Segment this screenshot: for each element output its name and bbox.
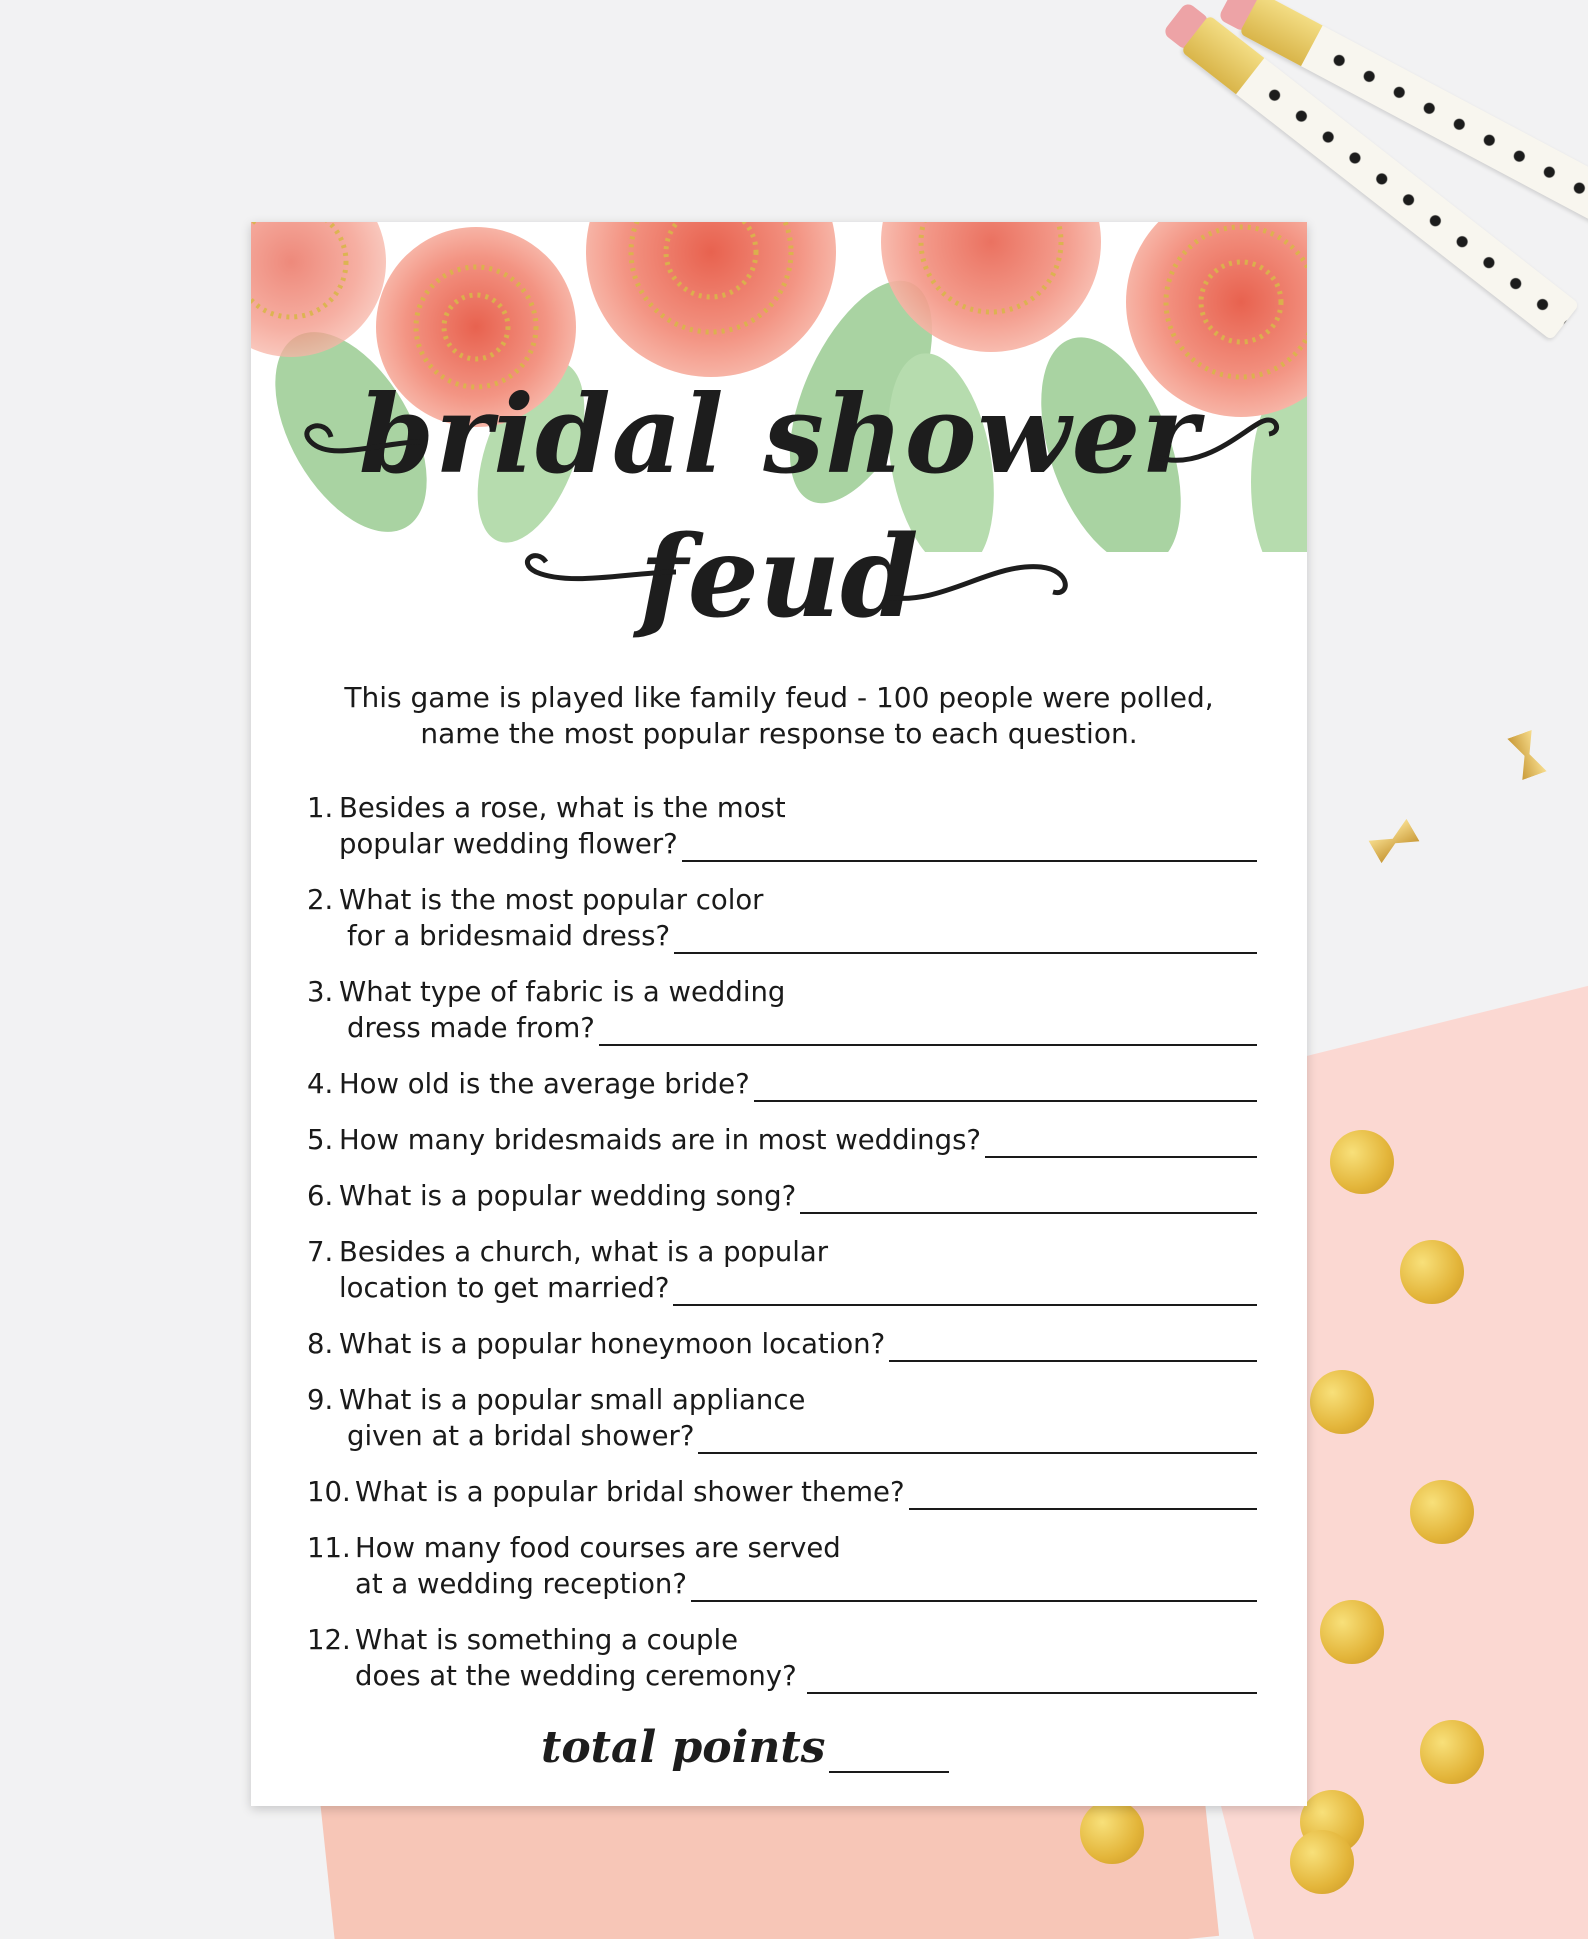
question-2 [307, 882, 1257, 954]
question-11 [307, 1530, 1257, 1602]
question-text: How old is the average bride? [339, 1068, 750, 1100]
question-number: 4. [307, 1068, 334, 1100]
answer-blank[interactable] [985, 1132, 1257, 1158]
gold-dot [1330, 1130, 1394, 1194]
answer-blank[interactable] [691, 1576, 1257, 1602]
answer-blank[interactable] [673, 1280, 1257, 1306]
instructions-line-1: This game is played like family feud - 100 people were polled, [344, 681, 1214, 714]
total-points [541, 1722, 949, 1773]
answer-blank[interactable] [889, 1336, 1257, 1362]
question-number: 12. [307, 1624, 351, 1656]
right-swash [1151, 402, 1291, 492]
question-number: 3. [307, 976, 334, 1008]
question-text: given at a bridal shower? [347, 1420, 695, 1452]
total-points-blank[interactable] [829, 1743, 949, 1773]
question-9 [307, 1382, 1257, 1454]
pushpin-icon [1507, 730, 1546, 780]
question-number: 5. [307, 1124, 334, 1156]
title-line-1: bridal shower [358, 372, 1200, 498]
question-number: 9. [307, 1384, 334, 1416]
question-text: What is a popular bridal shower theme? [355, 1476, 905, 1508]
question-number: 2. [307, 884, 334, 916]
question-text: What type of fabric is a wedding [339, 976, 786, 1008]
question-text: What is something a couple [355, 1624, 739, 1656]
gold-dot [1410, 1480, 1474, 1544]
question-text: What is the most popular color [339, 884, 764, 916]
question-text: What is a popular honeymoon location? [339, 1328, 886, 1360]
answer-blank[interactable] [698, 1428, 1257, 1454]
question-6 [307, 1178, 1257, 1214]
question-text: dress made from? [347, 1012, 595, 1044]
left-swash [511, 537, 681, 597]
gold-dot [1400, 1240, 1464, 1304]
question-12 [307, 1622, 1257, 1694]
question-text: does at the wedding ceremony? [355, 1660, 797, 1692]
question-3 [307, 974, 1257, 1046]
question-text: Besides a rose, what is the most [339, 792, 786, 824]
pushpin-icon [1368, 819, 1419, 864]
instructions-line-2: name the most popular response to each question. [420, 717, 1138, 750]
question-text: popular wedding flower? [339, 828, 678, 860]
question-1 [307, 790, 1257, 862]
question-5 [307, 1122, 1257, 1158]
answer-blank[interactable] [682, 836, 1257, 862]
question-4 [307, 1066, 1257, 1102]
gold-dot [1420, 1720, 1484, 1784]
question-text: for a bridesmaid dress? [347, 920, 671, 952]
question-number: 8. [307, 1328, 334, 1360]
answer-blank[interactable] [754, 1076, 1257, 1102]
question-text: location to get married? [339, 1272, 670, 1304]
gold-dot [1310, 1370, 1374, 1434]
question-number: 6. [307, 1180, 334, 1212]
gold-dot [1080, 1800, 1144, 1864]
question-text: Besides a church, what is a popular [339, 1236, 829, 1268]
left-swash [291, 402, 431, 482]
answer-blank[interactable] [909, 1484, 1257, 1510]
answer-blank[interactable] [800, 1188, 1257, 1214]
question-10 [307, 1474, 1257, 1510]
question-number: 1. [307, 792, 334, 824]
question-text: at a wedding reception? [355, 1568, 687, 1600]
question-number: 10. [307, 1476, 351, 1508]
question-text: What is a popular small appliance [339, 1384, 806, 1416]
question-7 [307, 1234, 1257, 1306]
question-number: 11. [307, 1532, 351, 1564]
answer-blank[interactable] [807, 1668, 1257, 1694]
question-text: What is a popular wedding song? [339, 1180, 797, 1212]
question-number: 7. [307, 1236, 334, 1268]
question-8 [307, 1326, 1257, 1362]
game-card [251, 222, 1307, 1806]
gold-dot [1290, 1830, 1354, 1894]
answer-blank[interactable] [599, 1020, 1257, 1046]
question-text: How many bridesmaids are in most weddings? [339, 1124, 981, 1156]
gold-dot [1320, 1600, 1384, 1664]
answer-blank[interactable] [674, 928, 1257, 954]
title-line-2: feud [639, 512, 919, 643]
question-text: How many food courses are served [355, 1532, 841, 1564]
instructions [291, 680, 1267, 752]
total-points-label: total points [541, 1722, 826, 1773]
right-swash [881, 542, 1081, 622]
